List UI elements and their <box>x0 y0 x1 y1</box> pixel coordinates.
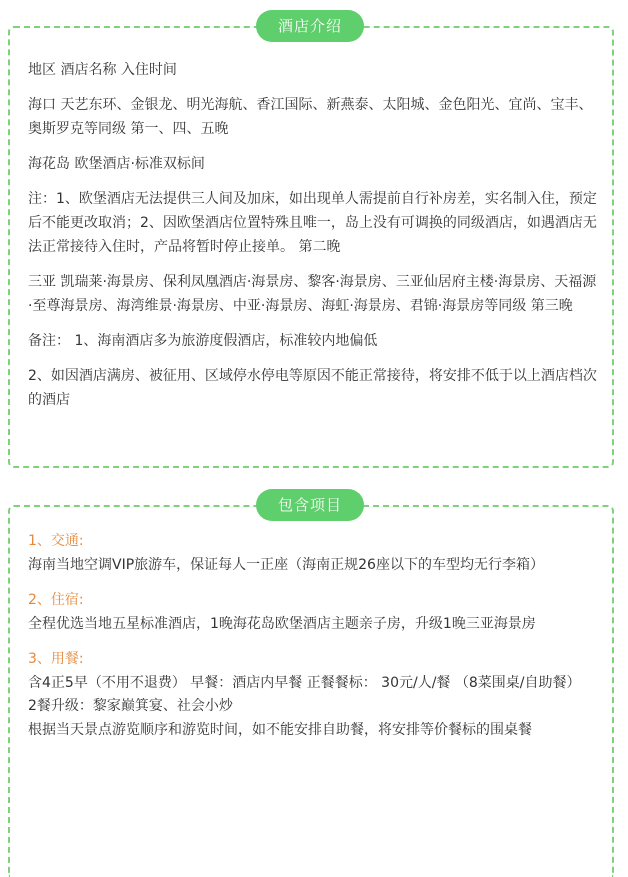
included-section-title: 包含项目 <box>256 489 364 521</box>
hotel-haikou: 海口 天艺东环、金银龙、明光海航、香江国际、新燕泰、太阳城、金色阳光、宜尚、宝丰、奥斯罗克等同级 第一、四、五晚 <box>28 97 593 137</box>
hotel-section-content <box>28 58 600 423</box>
meals-line-3: 根据当天景点游览顺序和游览时间，如不能安排自助餐，将安排等价餐标的围桌餐 <box>28 721 532 738</box>
hotel-remark-2: 2、如因酒店满房、被征用、区域停水停电等原因不能正常接待，将安排不低于以上酒店档次的酒店 <box>28 368 597 408</box>
lodging-heading: 2、住宿: <box>28 592 84 608</box>
hotel-remark-1: 备注： 1、海南酒店多为旅游度假酒店，标准较内地偏低 <box>28 333 378 349</box>
meals-line-2: 2餐升级：黎家巅箕宴、社会小炒 <box>28 698 233 714</box>
hotel-haihuadao: 海花岛 欧堡酒店·标准双标间 <box>28 156 205 172</box>
transport-text: 海南当地空调VIP旅游车，保证每人一正座（海南正规26座以下的车型均无行李箱） <box>28 556 544 573</box>
hotel-section-title: 酒店介绍 <box>256 10 364 42</box>
meals-heading: 3、用餐: <box>28 651 84 667</box>
lodging-text: 全程优选当地五星标准酒店，1晚海花岛欧堡酒店主题亲子房，升级1晚三亚海景房 <box>28 615 536 632</box>
hotel-sanya: 三亚 凯瑞莱·海景房、保利凤凰酒店·海景房、黎客·海景房、三亚仙居府主楼·海景房、天福源·至尊海景房、海湾维景·海景房、中亚·海景房、海虹·海景房、君锦·海景房等同级 第三晚 <box>28 274 597 314</box>
included-section-content <box>28 530 600 742</box>
hotel-note: 注：1、欧堡酒店无法提供三人间及加床，如出现单人需提前自行补房差，实名制入住，预定后不能更改取消；2、因欧堡酒店位置特殊且唯一，岛上没有可调换的同级酒店，如遇酒店无法正常接待入住时，产品将暂时停止接单。 第二晚 <box>28 191 597 255</box>
meals-line-1: 含4正5早（不用不退费） 早餐：酒店内早餐 正餐餐标： 30元/人/餐 （8菜围桌/自助餐） <box>28 674 581 691</box>
transport-heading: 1、交通: <box>28 533 84 549</box>
hotel-header-row: 地区 酒店名称 入住时间 <box>28 62 177 78</box>
